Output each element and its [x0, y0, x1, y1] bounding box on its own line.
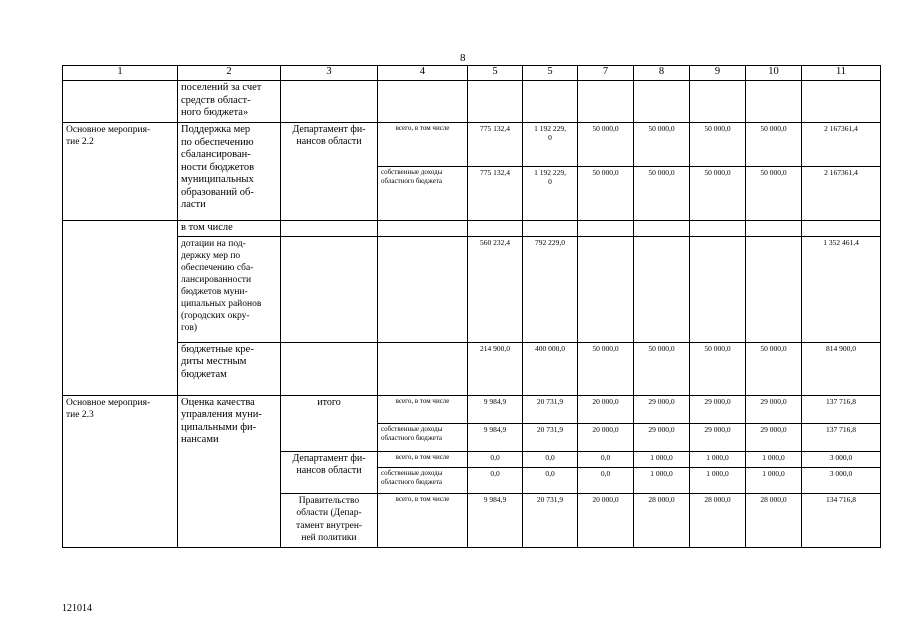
value-cell: [634, 236, 690, 342]
event-name: Оценка качества управления муни- ципальными фи- нансами: [178, 395, 281, 547]
value-cell: 50 000,0: [578, 167, 634, 221]
header-cell: 10: [746, 66, 802, 81]
header-cell: 1: [63, 66, 178, 81]
value-cell: 20 731,9: [523, 423, 578, 451]
value-cell: 50 000,0: [578, 342, 634, 395]
header-cell: 9: [690, 66, 746, 81]
executor: итого: [281, 395, 378, 451]
value-cell: 50 000,0: [634, 342, 690, 395]
value-cell: 814 900,0: [802, 342, 881, 395]
value-cell: 50 000,0: [634, 123, 690, 167]
value-cell: 137 716,8: [802, 423, 881, 451]
value-cell: 29 000,0: [634, 395, 690, 423]
value-cell: 29 000,0: [746, 395, 802, 423]
table-row: [63, 342, 881, 395]
value-cell: 9 984,9: [468, 423, 523, 451]
value-cell: 50 000,0: [690, 342, 746, 395]
table-row: [63, 395, 881, 423]
event-name-continued: поселений за счет средств област- ного бюджета»: [178, 81, 281, 123]
event-title: Основное мероприя- тие 2.3: [63, 395, 178, 547]
funding-source: всего, в том числе: [378, 395, 468, 423]
value-cell: 50 000,0: [578, 123, 634, 167]
value-cell: 29 000,0: [634, 423, 690, 451]
page-number: 8: [460, 52, 466, 64]
header-cell: 8: [634, 66, 690, 81]
value-cell: 9 984,9: [468, 395, 523, 423]
value-cell: 2 167361,4: [802, 123, 881, 167]
header-row: [63, 66, 881, 81]
value-cell: 20 731,9: [523, 493, 578, 547]
event-name: Поддержка мер по обеспечению сбалансирован- ности бюджетов муниципальных образований об- ласти: [178, 123, 281, 221]
value-cell: 50 000,0: [746, 123, 802, 167]
value-cell: 20 731,9: [523, 395, 578, 423]
value-cell: 28 000,0: [690, 493, 746, 547]
header-cell: 11: [802, 66, 881, 81]
value-cell: 0,0: [523, 451, 578, 467]
table-row: [63, 123, 881, 167]
event-title: Основное мероприя- тие 2.2: [63, 123, 178, 221]
value-cell: 1 000,0: [634, 451, 690, 467]
footer-code: 121014: [62, 603, 92, 614]
value-cell: 1 000,0: [746, 467, 802, 493]
value-cell: 20 000,0: [578, 395, 634, 423]
value-cell: 50 000,0: [690, 123, 746, 167]
value-cell: 29 000,0: [690, 423, 746, 451]
table-row: [63, 221, 881, 237]
value-cell: 775 132,4: [468, 123, 523, 167]
funding-source: всего, в том числе: [378, 451, 468, 467]
budget-table: [62, 65, 881, 548]
table-row: [63, 81, 881, 123]
executor: Департамент фи- нансов области: [281, 451, 378, 493]
value-cell: [578, 236, 634, 342]
value-cell: 20 000,0: [578, 493, 634, 547]
value-cell: 792 229,0: [523, 236, 578, 342]
value-cell: 0,0: [523, 467, 578, 493]
value-cell: 3 000,0: [802, 451, 881, 467]
executor: Департамент фи- нансов области: [281, 123, 378, 221]
funding-source: собственные доходы областного бюджета: [378, 423, 468, 451]
value-cell: [690, 236, 746, 342]
executor: Правительство области (Депар- тамент внутрен- ней политики: [281, 493, 378, 547]
value-cell: 29 000,0: [690, 395, 746, 423]
including-label: в том числе: [178, 221, 281, 237]
value-cell: [746, 236, 802, 342]
subitem-name: бюджетные кре- диты местным бюджетам: [178, 342, 281, 395]
value-cell: 28 000,0: [634, 493, 690, 547]
value-cell: 1 000,0: [690, 451, 746, 467]
header-cell: 3: [281, 66, 378, 81]
value-cell: 9 984,9: [468, 493, 523, 547]
header-cell: 4: [378, 66, 468, 81]
value-cell: 1 352 461,4: [802, 236, 881, 342]
value-cell: 50 000,0: [746, 342, 802, 395]
value-cell: 28 000,0: [746, 493, 802, 547]
value-cell: 29 000,0: [746, 423, 802, 451]
funding-source: собственные доходы областного бюджета: [378, 167, 468, 221]
header-cell: 2: [178, 66, 281, 81]
value-cell: 20 000,0: [578, 423, 634, 451]
value-cell: 560 232,4: [468, 236, 523, 342]
value-cell: 1 000,0: [690, 467, 746, 493]
value-cell: 214 900,0: [468, 342, 523, 395]
value-cell: 1 000,0: [634, 467, 690, 493]
value-cell: 50 000,0: [690, 167, 746, 221]
value-cell: 1 192 229, 0: [523, 123, 578, 167]
value-cell: 0,0: [468, 451, 523, 467]
value-cell: 2 167361,4: [802, 167, 881, 221]
value-cell: 1 000,0: [746, 451, 802, 467]
value-cell: 400 000,0: [523, 342, 578, 395]
header-cell: 5: [523, 66, 578, 81]
value-cell: 137 716,8: [802, 395, 881, 423]
value-cell: 1 192 229, 0: [523, 167, 578, 221]
subitem-name: дотации на под- держку мер по обеспечению сба- лансированности бюджетов муни- ципальных районов (городских окру- гов): [178, 236, 281, 342]
value-cell: 0,0: [468, 467, 523, 493]
value-cell: 50 000,0: [746, 167, 802, 221]
header-cell: 5: [468, 66, 523, 81]
value-cell: 775 132,4: [468, 167, 523, 221]
value-cell: 50 000,0: [634, 167, 690, 221]
funding-source: всего, в том числе: [378, 123, 468, 167]
value-cell: 0,0: [578, 467, 634, 493]
value-cell: 134 716,8: [802, 493, 881, 547]
value-cell: 0,0: [578, 451, 634, 467]
header-cell: 7: [578, 66, 634, 81]
funding-source: собственные доходы областного бюджета: [378, 467, 468, 493]
funding-source: всего, в том числе: [378, 493, 468, 547]
table-row: [63, 236, 881, 342]
value-cell: 3 000,0: [802, 467, 881, 493]
